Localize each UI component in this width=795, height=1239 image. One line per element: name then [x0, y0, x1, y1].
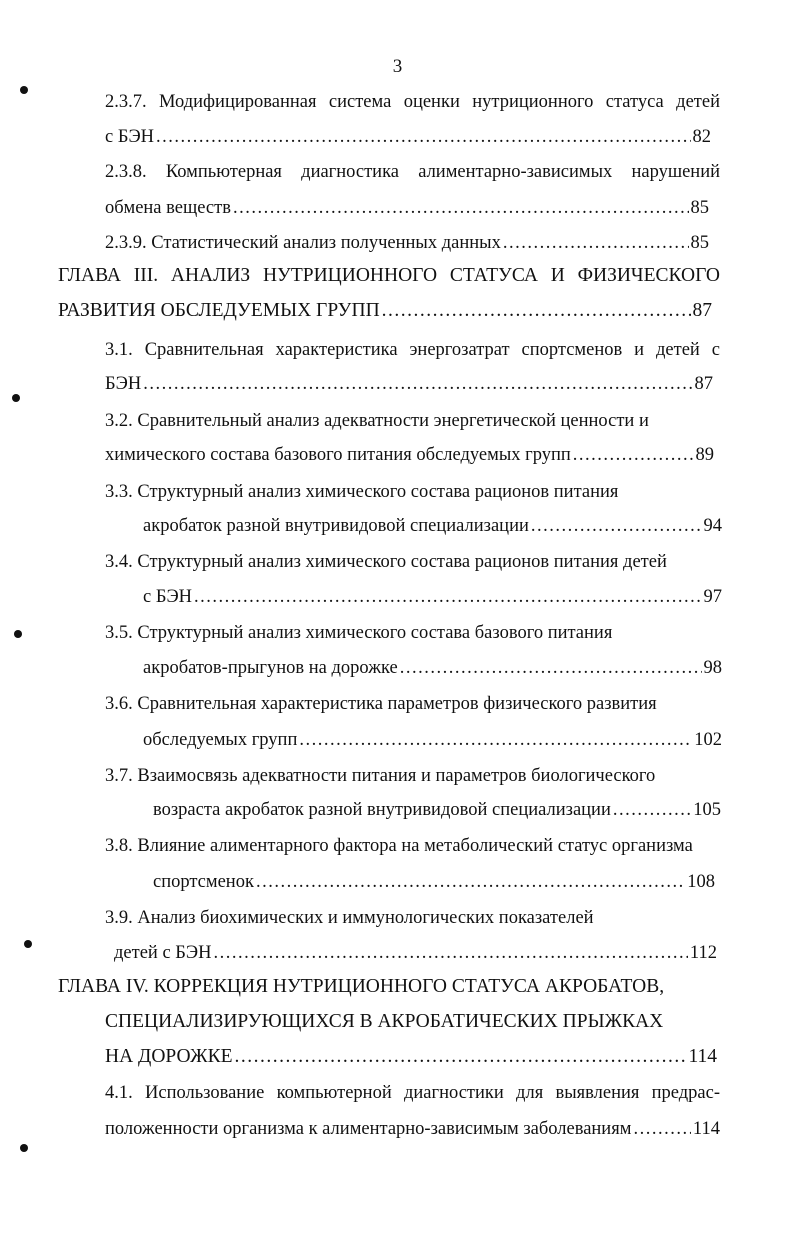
dot-leader — [400, 656, 702, 680]
binder-hole-mark — [24, 940, 32, 948]
toc-entry-2-3-9-page: 85 — [690, 233, 709, 253]
toc-entry-2-3-7-page: 82 — [692, 127, 711, 147]
toc-entry-3-7-page: 105 — [693, 800, 721, 820]
toc-entry-2-3-7-title-cont: с БЭН — [105, 127, 155, 147]
toc-entry-2-3-9-leader — [105, 231, 709, 255]
dot-leader — [233, 196, 689, 220]
toc-entry-3-6-page: 102 — [694, 730, 722, 750]
dot-leader — [256, 870, 685, 894]
toc-entry-2-3-8-leader — [105, 196, 709, 220]
dot-leader — [143, 372, 692, 396]
dot-leader — [633, 1117, 690, 1141]
toc-entry-3-9-leader — [114, 941, 717, 965]
dot-leader — [613, 798, 691, 822]
toc-entry-3-1-page: 87 — [694, 374, 713, 394]
toc-chapter-4-page: 114 — [688, 1046, 717, 1067]
dot-leader — [382, 299, 691, 323]
toc-chapter-4-leader — [105, 1045, 717, 1069]
toc-entry-3-4-title-cont: с БЭН — [143, 587, 193, 607]
toc-entry-3-4-leader — [143, 585, 722, 609]
toc-entry-3-7-title-cont: возраста акробаток разной внутривидовой специализации — [153, 800, 611, 820]
dot-leader — [531, 514, 702, 538]
toc-entry-3-9-title-cont: детей с БЭН — [114, 943, 212, 963]
toc-entry-3-3-leader — [143, 514, 722, 538]
dot-leader — [213, 941, 687, 965]
toc-entry-3-1-title-cont: БЭН — [105, 374, 142, 394]
toc-entry-3-9-page: 112 — [689, 943, 717, 963]
toc-entry-3-3-title: 3.3. Структурный анализ химического состава рационов питания — [105, 482, 619, 502]
toc-entry-3-2-leader — [105, 443, 714, 467]
binder-hole-mark — [20, 86, 28, 94]
toc-entry-3-4-page: 97 — [703, 587, 722, 607]
binder-hole-mark — [14, 630, 22, 638]
toc-entry-3-5-title: 3.5. Структурный анализ химического состава базового питания — [105, 623, 613, 643]
dot-leader — [156, 125, 690, 149]
dot-leader — [235, 1045, 687, 1069]
toc-chapter-4-title-cont2: НА ДОРОЖКЕ — [105, 1046, 233, 1067]
toc-entry-3-3-title-cont: акробаток разной внутривидовой специализации — [143, 516, 529, 536]
binder-hole-mark — [12, 394, 20, 402]
toc-entry-2-3-8-title: 2.3.8. Компьютерная диагностика алиментарно-зависимых нарушений — [105, 162, 720, 182]
toc-chapter-4-title-cont: СПЕЦИАЛИЗИРУЮЩИХСЯ В АКРОБАТИЧЕСКИХ ПРЫЖКАХ — [105, 1011, 664, 1032]
dot-leader — [573, 443, 694, 467]
toc-chapter-3-leader — [58, 299, 712, 323]
toc-entry-3-1-title: 3.1. Сравнительная характеристика энергозатрат спортсменов и детей с — [105, 340, 720, 360]
toc-entry-3-7-leader — [153, 798, 721, 822]
toc-chapter-3-title: ГЛАВА III. АНАЛИЗ НУТРИЦИОННОГО СТАТУСА И ФИЗИЧЕСКОГО — [58, 265, 720, 286]
toc-chapter-3-page: 87 — [692, 300, 712, 321]
toc-entry-2-3-7-title: 2.3.7. Модифицированная система оценки нутриционного статуса детей — [105, 92, 720, 112]
toc-entry-3-4-title: 3.4. Структурный анализ химического состава рационов питания детей — [105, 552, 667, 572]
toc-entry-4-1-title-cont: положенности организма к алиментарно-зависимым заболеваниям — [105, 1119, 632, 1139]
toc-entry-3-8-title: 3.8. Влияние алиментарного фактора на метаболический статус организма — [105, 836, 693, 856]
binder-hole-mark — [20, 1144, 28, 1152]
toc-entry-3-8-leader — [153, 870, 715, 894]
toc-entry-2-3-8-title-cont: обмена веществ — [105, 198, 231, 218]
toc-entry-3-6-title: 3.6. Сравнительная характеристика параметров физического развития — [105, 694, 657, 714]
toc-entry-3-9-title: 3.9. Анализ биохимических и иммунологических показателей — [105, 908, 594, 928]
toc-entry-3-8-page: 108 — [687, 872, 715, 892]
toc-chapter-4-title: ГЛАВА IV. КОРРЕКЦИЯ НУТРИЦИОННОГО СТАТУСА АКРОБАТОВ, — [58, 976, 665, 997]
toc-entry-3-8-title-cont: спортсменок — [153, 872, 254, 892]
toc-entry-3-1-leader — [105, 372, 713, 396]
toc-entry-3-5-title-cont: акробатов-прыгунов на дорожке — [143, 658, 398, 678]
toc-entry-3-5-leader — [143, 656, 722, 680]
page-number: 3 — [392, 56, 403, 77]
toc-entry-2-3-9-title: 2.3.9. Статистический анализ полученных данных — [105, 233, 501, 253]
toc-entry-4-1-page: 114 — [692, 1119, 720, 1139]
dot-leader — [299, 728, 692, 752]
toc-entry-4-1-title: 4.1. Использование компьютерной диагностики для выявления предрас- — [105, 1083, 720, 1103]
toc-entry-3-3-page: 94 — [703, 516, 722, 536]
dot-leader — [194, 585, 701, 609]
toc-chapter-3-title-cont: РАЗВИТИЯ ОБСЛЕДУЕМЫХ ГРУПП — [58, 300, 380, 321]
toc-entry-3-2-title-cont: химического состава базового питания обследуемых групп — [105, 445, 571, 465]
toc-entry-2-3-7-leader — [105, 125, 711, 149]
toc-entry-3-6-title-cont: обследуемых групп — [143, 730, 298, 750]
toc-entry-3-6-leader — [143, 728, 722, 752]
toc-entry-4-1-leader — [105, 1117, 720, 1141]
toc-entry-3-2-page: 89 — [695, 445, 714, 465]
toc-entry-2-3-8-page: 85 — [690, 198, 709, 218]
dot-leader — [503, 231, 689, 255]
toc-entry-3-2-title: 3.2. Сравнительный анализ адекватности энергетической ценности и — [105, 411, 649, 431]
toc-entry-3-7-title: 3.7. Взаимосвязь адекватности питания и параметров биологического — [105, 766, 656, 786]
toc-entry-3-5-page: 98 — [703, 658, 722, 678]
